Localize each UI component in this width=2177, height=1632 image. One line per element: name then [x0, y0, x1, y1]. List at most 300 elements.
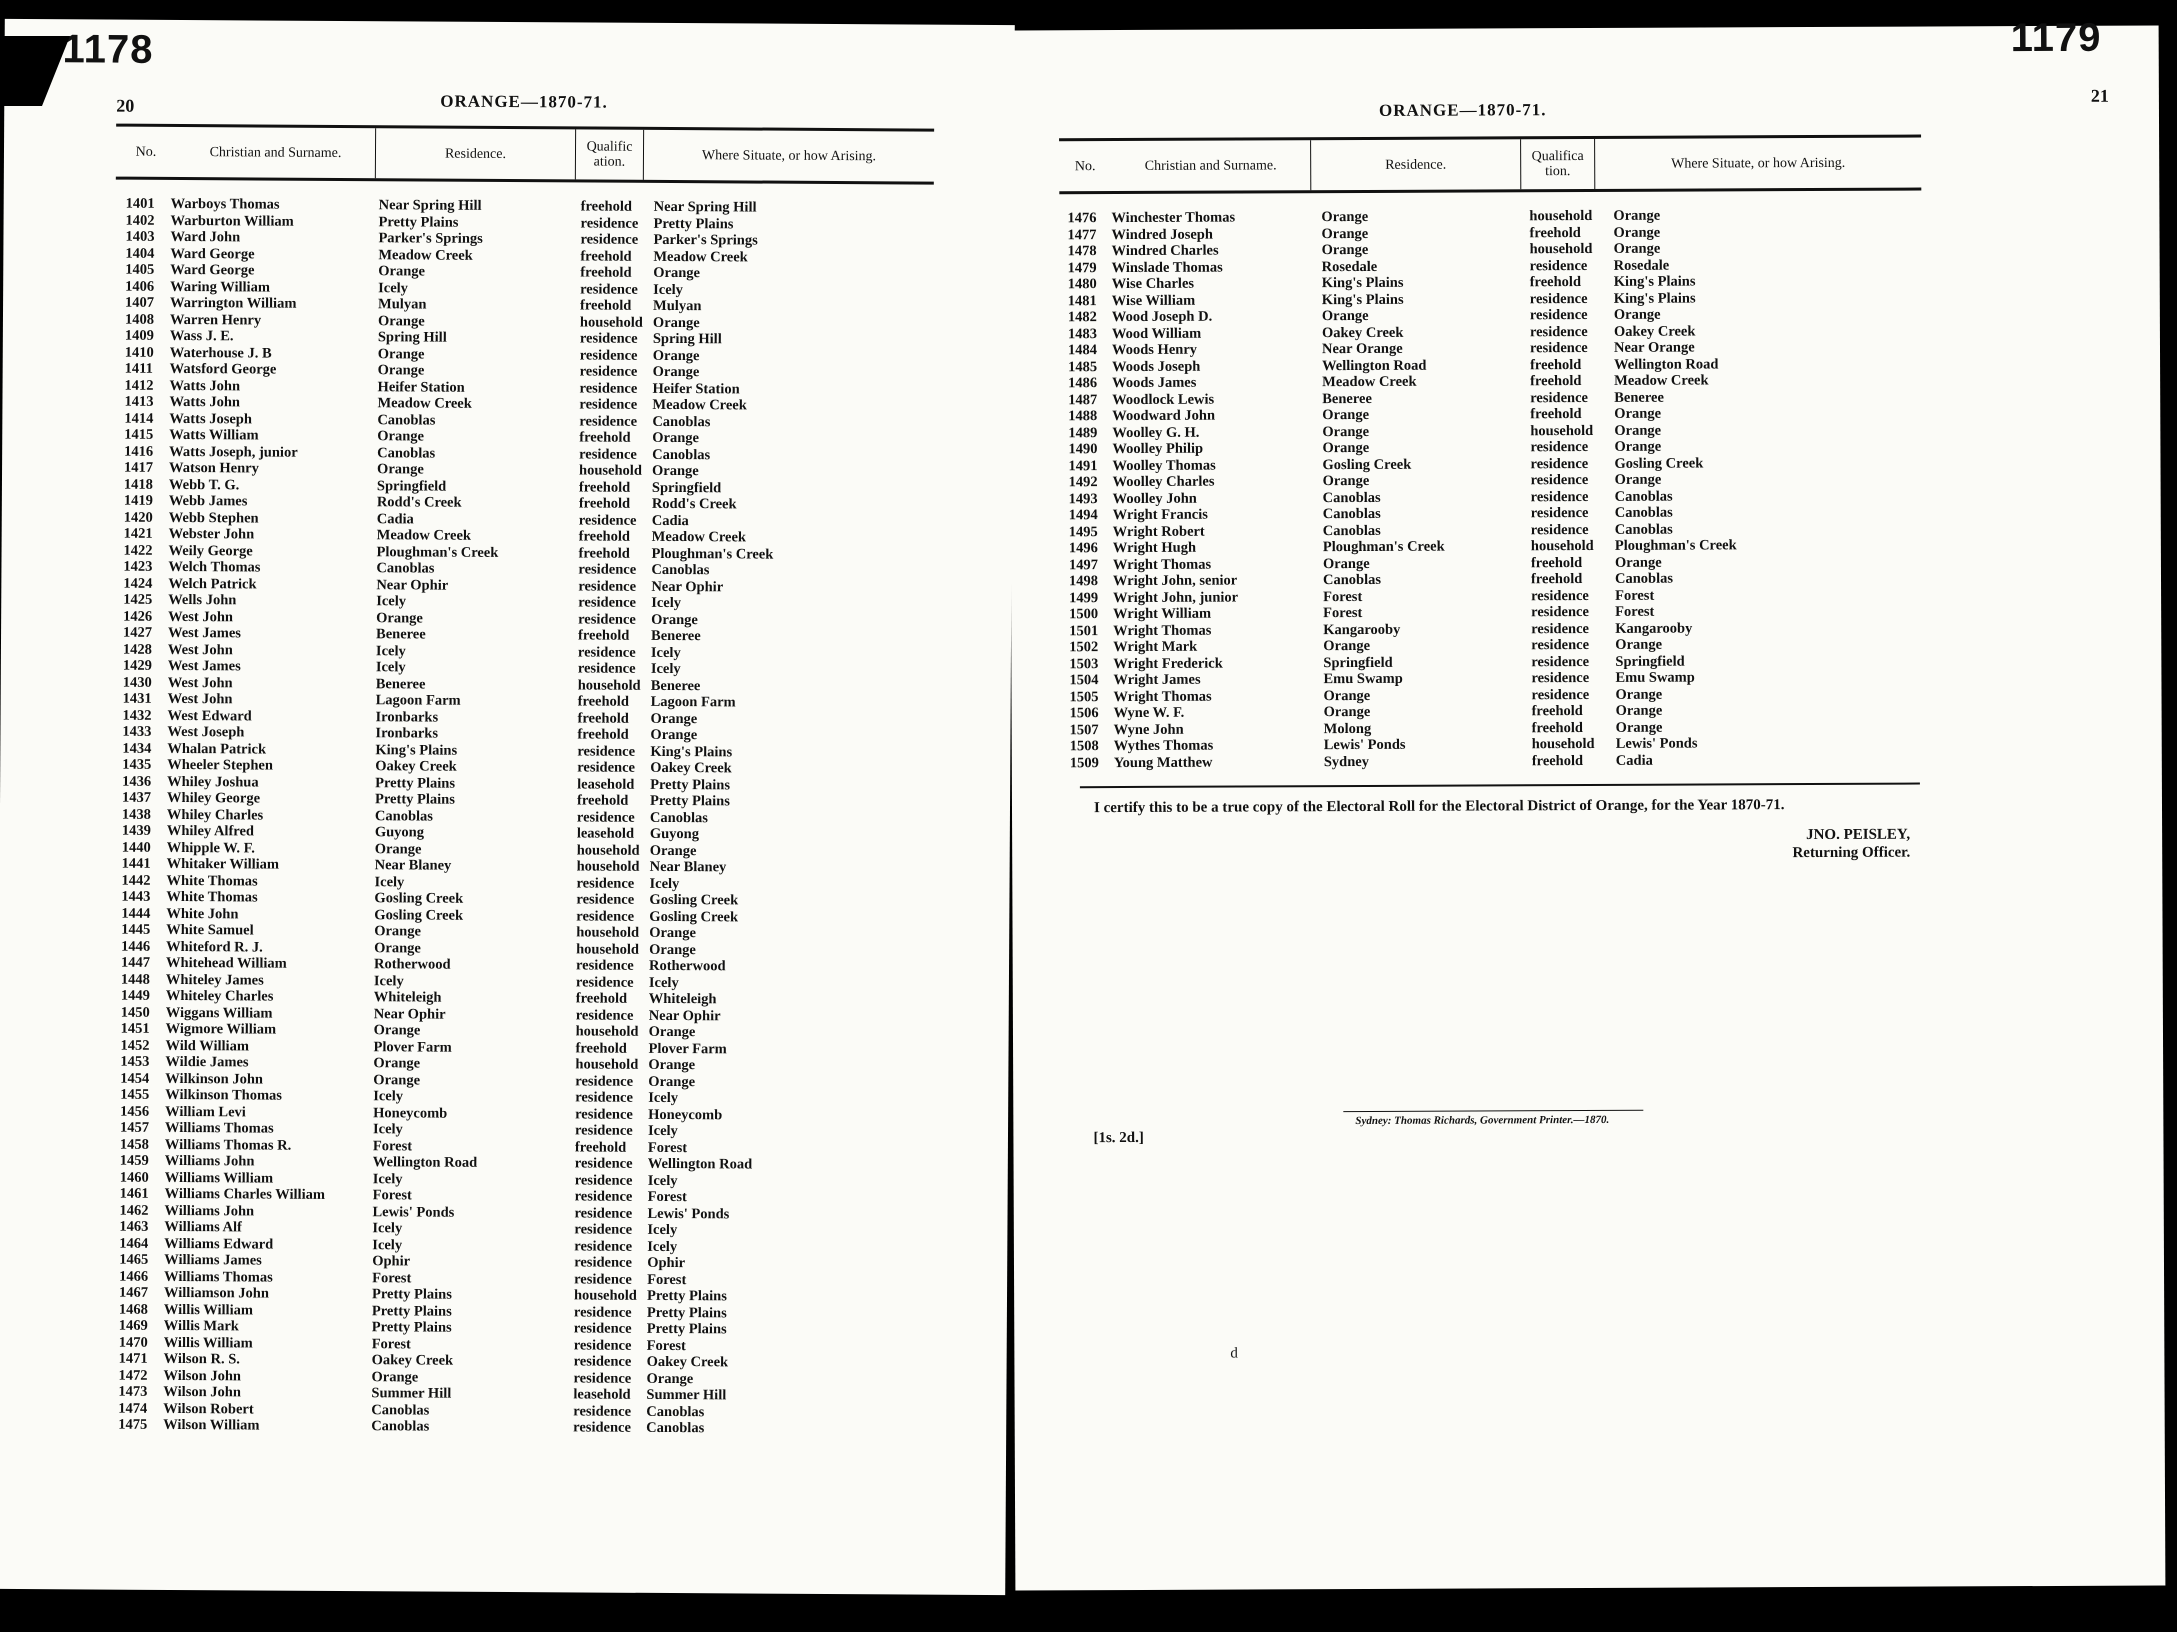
entry-number: 1407 [125, 294, 155, 311]
entry-residence: Near Ophir [373, 1005, 446, 1023]
entry-qualification: freehold [580, 198, 632, 215]
entry-qualification: residence [573, 1336, 632, 1354]
entry-where: Icely [650, 660, 681, 678]
signatory-title: Returning Officer. [1792, 844, 1911, 862]
entry-number: 1455 [120, 1086, 150, 1103]
entry-name: Webb Stephen [168, 509, 259, 526]
entry-qualification: freehold [576, 792, 629, 809]
entry-number: 1496 [1068, 540, 1098, 557]
entry-residence: Canoblas [1322, 571, 1382, 589]
entry-name: Wilkinson John [165, 1070, 264, 1088]
entry-where: Springfield [1615, 653, 1685, 670]
entry-where: Forest [647, 1271, 687, 1288]
entry-where: Icely [648, 974, 679, 991]
entry-number: 1481 [1067, 292, 1097, 309]
entry-qualification: residence [577, 660, 636, 677]
entry-number: 1471 [118, 1350, 148, 1367]
entry-number: 1490 [1068, 441, 1098, 458]
entry-residence: Pretty Plains [371, 1319, 452, 1336]
entry-qualification: residence [1531, 636, 1590, 654]
entry-name: Wheeler Stephen [167, 756, 273, 774]
entry-name: Wythes Thomas [1113, 737, 1214, 755]
entry-residence: Icely [376, 593, 407, 610]
entry-name: West James [168, 624, 241, 642]
entry-name: West Joseph [167, 723, 245, 741]
entry-qualification: leasehold [577, 775, 635, 793]
entry-qualification: residence [578, 511, 637, 529]
entry-number: 1480 [1067, 276, 1097, 293]
entry-qualification: freehold [578, 627, 630, 644]
entry-qualification: freehold [1531, 703, 1583, 720]
entry-where: Forest [647, 1188, 687, 1206]
entry-where: Orange [1614, 422, 1662, 439]
entry-where: Orange [650, 726, 698, 744]
entry-qualification: residence [574, 1188, 633, 1205]
entry-residence: Sydney [1323, 753, 1369, 770]
entry-where: Orange [1613, 207, 1661, 224]
entry-number: 1441 [121, 855, 151, 872]
entry-number: 1401 [125, 195, 155, 212]
entry-where: Orange [1614, 554, 1662, 571]
entry-residence: Forest [372, 1269, 412, 1286]
entry-number: 1435 [122, 756, 152, 773]
entry-where: Guyong [649, 825, 700, 843]
entry-residence: Near Blaney [374, 857, 452, 874]
entry-residence: Orange [1322, 406, 1370, 424]
entry-where: Orange [650, 710, 698, 727]
entry-where: Forest [1615, 587, 1655, 604]
entry-name: White John [166, 905, 239, 922]
entry-qualification: residence [1531, 669, 1590, 687]
entry-where: Orange [651, 611, 698, 628]
page-number: 21 [2090, 85, 2109, 106]
entry-name: Woodlock Lewis [1112, 391, 1215, 408]
entry-residence: Orange [1323, 687, 1371, 704]
certification-text: I certify this to be a true copy of the Electoral Roll for the Electoral District of Orange, for the Year 1870-71. [1093, 797, 1785, 817]
entry-name: Williams Thomas [164, 1119, 274, 1137]
entry-qualification: freehold [575, 1039, 627, 1057]
entry-number: 1478 [1067, 243, 1097, 260]
entry-name: Webb James [168, 492, 248, 510]
entry-qualification: residence [579, 396, 638, 413]
entry-name: Wise Charles [1111, 275, 1195, 293]
entry-name: Whipple W. F. [166, 839, 255, 856]
entry-number: 1489 [1068, 424, 1098, 441]
entry-residence: Oakey Creek [371, 1352, 454, 1369]
entry-qualification: residence [1529, 323, 1588, 340]
entry-name: Woolley Charles [1112, 473, 1215, 491]
entry-where: Near Orange [1613, 339, 1695, 356]
entry-number: 1458 [119, 1136, 149, 1153]
entry-qualification: freehold [1530, 406, 1582, 423]
entry-number: 1428 [122, 641, 153, 658]
entry-number: 1461 [119, 1185, 149, 1202]
entry-qualification: household [575, 1023, 639, 1040]
entry-qualification: leasehold [573, 1386, 631, 1403]
entry-qualification: residence [575, 957, 634, 974]
entry-name: White Thomas [166, 888, 258, 906]
entry-name: Williams John [164, 1152, 255, 1170]
entry-name: Willis Mark [163, 1317, 239, 1335]
entry-qualification: leasehold [576, 825, 635, 842]
entry-qualification: residence [575, 1072, 634, 1090]
entry-name: Wright Hugh [1112, 539, 1197, 557]
signature-mark: d [1230, 1345, 1238, 1362]
entry-where: Summer Hill [646, 1386, 727, 1404]
entry-residence: Icely [374, 873, 405, 890]
entry-number: 1474 [118, 1400, 148, 1417]
entry-number: 1485 [1068, 358, 1098, 375]
entry-residence: Meadow Creek [376, 527, 472, 544]
entry-where: Canoblas [1614, 521, 1673, 538]
entry-qualification: household [1529, 207, 1593, 225]
entry-qualification: residence [573, 1320, 632, 1337]
entry-where: Meadow Creek [1614, 372, 1709, 389]
entry-name: Whiley Alfred [166, 822, 255, 840]
entry-where: Rotherwood [648, 957, 726, 975]
entry-residence: Meadow Creek [377, 395, 472, 412]
entry-name: Weily George [168, 542, 253, 559]
entry-number: 1495 [1068, 523, 1098, 540]
entry-where: Emu Swamp [1615, 669, 1695, 686]
entry-number: 1488 [1068, 408, 1098, 425]
entry-qualification: household [1530, 537, 1594, 555]
entry-residence: Orange [371, 1368, 419, 1385]
entry-qualification: residence [580, 214, 639, 232]
entry-name: Whiley George [167, 789, 261, 807]
entry-qualification: residence [576, 808, 635, 826]
entry-number: 1505 [1069, 688, 1099, 705]
entry-qualification: household [576, 924, 640, 941]
entry-qualification: residence [573, 1303, 632, 1321]
entry-name: Wise William [1111, 292, 1196, 309]
entry-qualification: residence [574, 1270, 632, 1288]
entry-qualification: residence [1530, 471, 1589, 489]
entry-where: Oakey Creek [650, 759, 732, 777]
entry-where: Near Spring Hill [653, 198, 757, 216]
entry-name: Whiteford R. J. [166, 938, 263, 956]
entry-qualification: residence [1531, 686, 1590, 703]
entry-name: Wright Francis [1112, 506, 1208, 524]
entry-number: 1452 [120, 1037, 150, 1054]
entry-residence: Orange [378, 263, 426, 280]
entry-qualification: residence [573, 1402, 632, 1420]
entry-residence: Canoblas [377, 444, 436, 462]
entry-name: Webb T. G. [168, 476, 240, 493]
entry-residence: Orange [374, 939, 421, 956]
entry-qualification: household [576, 940, 640, 958]
entry-name: Winslade Thomas [1111, 259, 1223, 276]
entry-residence: Ironbarks [375, 708, 439, 726]
entry-number: 1405 [125, 261, 155, 278]
entry-number: 1486 [1068, 375, 1098, 392]
entry-name: Ward George [170, 261, 255, 279]
entry-number: 1410 [124, 344, 154, 361]
entry-where: Lewis' Ponds [1615, 735, 1698, 752]
entry-where: Orange [1614, 471, 1662, 488]
entry-residence: Icely [378, 279, 409, 296]
entry-name: Whitaker William [166, 855, 280, 873]
entry-number: 1418 [123, 476, 154, 493]
entry-number: 1429 [122, 657, 152, 674]
entry-number: 1456 [120, 1103, 150, 1120]
entry-name: Williams John [164, 1202, 255, 1219]
entry-name: West John [167, 641, 233, 658]
entry-residence: Orange [1322, 555, 1370, 572]
entry-residence: Wellington Road [372, 1154, 478, 1171]
entry-number: 1465 [119, 1251, 149, 1268]
entry-where: Orange [1615, 702, 1663, 719]
entry-where: Lagoon Farm [650, 693, 736, 711]
entry-number: 1477 [1067, 226, 1097, 243]
entry-residence: Orange [1323, 703, 1371, 721]
entry-name: Woods James [1112, 374, 1197, 392]
entry-name: Welch Thomas [168, 558, 261, 576]
entry-number: 1502 [1069, 639, 1099, 656]
entry-qualification: residence [1531, 603, 1589, 621]
entry-name: Wilson John [163, 1367, 242, 1384]
entry-residence: Orange [1322, 423, 1370, 440]
entry-where: Meadow Creek [651, 528, 747, 546]
entry-name: Williams James [164, 1251, 262, 1269]
entry-qualification: residence [1530, 389, 1588, 406]
entry-residence: Icely [372, 1236, 403, 1253]
entry-number: 1433 [122, 723, 152, 740]
entry-number: 1493 [1068, 490, 1098, 507]
entry-residence: Pretty Plains [371, 1302, 452, 1320]
entry-number: 1425 [123, 591, 153, 608]
entry-number: 1454 [120, 1070, 150, 1087]
entry-qualification: residence [573, 1369, 632, 1387]
entry-qualification: residence [577, 643, 636, 661]
entry-qualification: residence [579, 379, 638, 397]
entry-residence: Ploughman's Creek [376, 543, 499, 561]
entry-number: 1417 [124, 459, 154, 476]
entry-qualification: residence [1530, 504, 1589, 522]
entry-number: 1449 [120, 987, 150, 1004]
entry-number: 1472 [118, 1367, 148, 1384]
printer-imprint: Sydney: Thomas Richards, Government Printer.—1870. [1355, 1113, 1610, 1128]
entry-where: Plover Farm [648, 1040, 727, 1057]
entry-name: Wildie James [165, 1053, 249, 1071]
entry-name: White Thomas [166, 872, 258, 889]
entry-qualification: freehold [1529, 274, 1582, 291]
entry-where: Mulyan [653, 297, 702, 315]
entry-number: 1487 [1068, 391, 1098, 408]
entry-residence: Gosling Creek [1322, 456, 1412, 473]
entry-qualification: freehold [578, 528, 630, 545]
entry-residence: King's Plains [375, 741, 458, 759]
entry-qualification: residence [577, 759, 636, 776]
entry-where: Orange [649, 941, 696, 958]
entry-where: Beneree [1614, 389, 1664, 406]
entry-qualification: residence [573, 1419, 631, 1436]
entry-name: West John [168, 608, 234, 625]
entry-number: 1463 [119, 1218, 149, 1235]
entry-residence: Gosling Creek [374, 890, 464, 907]
entry-where: King's Plains [1613, 273, 1696, 290]
col-header-no: No. [135, 144, 157, 160]
entry-residence: Canoblas [1322, 522, 1381, 539]
entry-name: Wright Thomas [1112, 556, 1212, 573]
entry-name: Wilson William [163, 1416, 260, 1434]
entry-number: 1426 [123, 608, 153, 625]
entry-residence: Icely [375, 642, 406, 659]
entry-residence: King's Plains [1321, 274, 1404, 292]
entry-residence: Forest [371, 1335, 411, 1352]
entry-residence: Forest [1323, 588, 1363, 605]
entry-qualification: residence [574, 1204, 633, 1222]
entry-name: Woodward John [1112, 407, 1216, 425]
entry-residence: Icely [375, 659, 406, 676]
entry-qualification: residence [575, 1006, 634, 1024]
entry-name: William Levi [165, 1103, 246, 1120]
entry-name: Watts John [169, 393, 241, 411]
entry-qualification: residence [576, 891, 635, 908]
entry-number: 1459 [119, 1152, 149, 1169]
entry-residence: Springfield [1323, 654, 1393, 671]
entry-residence: Oakey Creek [1321, 324, 1404, 341]
entry-residence: Icely [372, 1220, 403, 1237]
entry-where: Orange [646, 1370, 694, 1387]
entry-qualification: freehold [575, 990, 628, 1007]
entry-name: Williamson John [163, 1284, 269, 1302]
entry-residence: Orange [377, 362, 425, 379]
entry-name: Wright William [1113, 605, 1212, 623]
entry-number: 1475 [118, 1416, 148, 1433]
entry-number: 1464 [119, 1235, 149, 1252]
entry-residence: Gosling Creek [374, 906, 464, 924]
entry-where: Icely [653, 281, 684, 298]
entry-residence: Orange [1321, 307, 1369, 325]
entry-number: 1498 [1068, 573, 1099, 590]
entry-number: 1492 [1068, 474, 1098, 491]
entry-qualification: freehold [578, 544, 630, 562]
entry-residence: Near Spring Hill [378, 197, 482, 214]
entry-residence: Near Orange [1321, 340, 1403, 358]
entry-where: Orange [1615, 719, 1663, 736]
entry-name: Warren Henry [169, 311, 262, 329]
entry-number: 1457 [119, 1119, 150, 1136]
entry-qualification: residence [1529, 290, 1588, 307]
entry-number: 1447 [120, 954, 151, 971]
entry-where: Springfield [651, 479, 722, 496]
entry-number: 1444 [121, 905, 151, 922]
entry-name: Wells John [168, 591, 237, 609]
entry-qualification: residence [573, 1353, 632, 1370]
entry-number: 1500 [1069, 606, 1099, 623]
entry-where: Icely [651, 594, 682, 612]
entry-number: 1412 [124, 377, 154, 394]
entry-number: 1408 [124, 311, 155, 328]
entry-qualification: residence [575, 1089, 633, 1106]
entry-name: Watts Joseph, junior [169, 443, 298, 461]
entry-name: Wilson Robert [163, 1400, 254, 1417]
entry-residence: Icely [372, 1170, 403, 1187]
entry-qualification: residence [579, 330, 638, 347]
entry-where: Orange [1615, 686, 1663, 703]
entry-number: 1450 [120, 1004, 150, 1021]
entry-where: Oakey Creek [646, 1353, 729, 1371]
entry-residence: Whiteleigh [373, 989, 442, 1006]
entry-where: Icely [647, 1221, 678, 1239]
entry-residence: Rosedale [1321, 258, 1378, 275]
entry-name: Whiteley James [165, 971, 264, 989]
entry-qualification: freehold [578, 495, 631, 512]
entry-name: Wood Joseph D. [1111, 308, 1213, 326]
entry-residence: Plover Farm [373, 1038, 452, 1056]
entry-number: 1443 [121, 888, 151, 905]
entry-where: Cadia [651, 512, 689, 529]
right-page [1009, 15, 2166, 1590]
entry-qualification: freehold [577, 693, 629, 710]
entry-qualification: residence [574, 1254, 632, 1271]
entry-name: Williams Edward [164, 1235, 274, 1253]
entry-name: Wright John, junior [1113, 589, 1239, 606]
entry-number: 1448 [120, 971, 150, 988]
entry-residence: Forest [1323, 604, 1363, 622]
page-title: ORANGE—1870-71. [440, 91, 608, 112]
entry-name: West James [167, 657, 241, 675]
entry-residence: King's Plains [1321, 291, 1404, 308]
entry-where: Near Ophir [651, 578, 724, 595]
entry-where: Icely [647, 1172, 678, 1189]
entry-name: Whiley Joshua [167, 773, 259, 790]
divider-rule [1080, 783, 1920, 789]
table-row [1062, 751, 1924, 771]
entry-name: Wright Thomas [1113, 688, 1212, 705]
entry-qualification: household [575, 1056, 639, 1073]
entry-number: 1451 [120, 1020, 150, 1037]
entry-where: Parker's Springs [653, 231, 758, 249]
entry-name: Wright John, senior [1112, 572, 1238, 590]
entry-qualification: residence [1530, 438, 1589, 456]
printer-rule [1343, 1110, 1643, 1112]
entry-qualification: freehold [578, 478, 631, 496]
entry-where: Pretty Plains [653, 215, 734, 232]
entry-residence: Lewis' Ponds [1323, 736, 1406, 754]
entry-where: Whiteleigh [648, 990, 717, 1008]
entry-number: 1468 [118, 1301, 148, 1318]
entry-number: 1469 [118, 1317, 148, 1334]
entry-name: Williams Alf [164, 1218, 242, 1236]
entry-where: Wellington Road [647, 1155, 753, 1173]
entry-number: 1470 [118, 1334, 148, 1351]
entry-name: Whiley Charles [166, 806, 264, 824]
entry-number: 1482 [1067, 309, 1097, 326]
entry-number: 1497 [1068, 556, 1098, 573]
entry-qualification: freehold [580, 247, 632, 265]
entry-where: Pretty Plains [646, 1320, 727, 1338]
entry-name: Woolley Thomas [1112, 457, 1216, 474]
entry-where: Meadow Creek [652, 396, 747, 414]
entry-name: Wyne W. F. [1113, 704, 1185, 722]
entry-name: Watts William [169, 426, 259, 444]
entry-number: 1421 [123, 525, 153, 542]
entry-where: Orange [652, 314, 700, 331]
entry-residence: Lagoon Farm [375, 692, 461, 709]
entry-residence: Orange [1323, 637, 1371, 655]
entry-name: Woolley Philip [1112, 440, 1204, 458]
entry-residence: Canoblas [371, 1418, 430, 1435]
entry-name: Woolley G. H. [1112, 424, 1200, 441]
entry-qualification: residence [574, 1237, 633, 1255]
entry-residence: Pretty Plains [378, 213, 459, 231]
entry-name: Watsford George [169, 360, 277, 378]
entry-number: 1504 [1069, 672, 1099, 689]
entry-number: 1423 [123, 558, 153, 575]
entry-where: Orange [652, 363, 700, 381]
